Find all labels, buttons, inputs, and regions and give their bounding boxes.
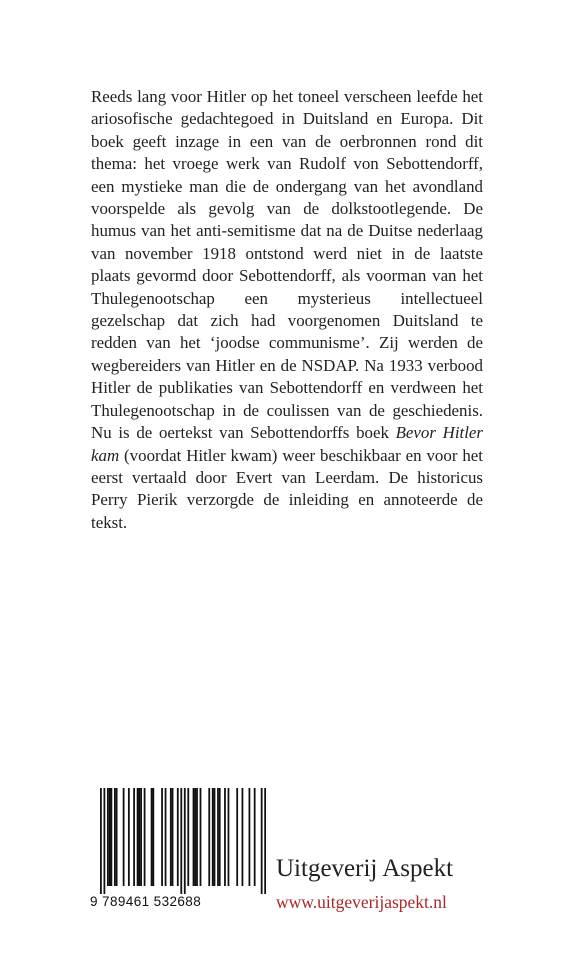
barcode-guard-bar [264, 788, 266, 894]
barcode-bar [172, 788, 174, 886]
barcode-bar [114, 788, 116, 886]
barcode-bar [165, 788, 167, 886]
barcode-bar [116, 788, 118, 886]
barcode-bar [144, 788, 146, 886]
barcode-bar [254, 788, 256, 886]
barcode-bar [151, 788, 153, 886]
barcode-bar [109, 788, 111, 886]
barcode-bar [217, 788, 219, 886]
barcode-bar [208, 788, 210, 886]
barcode-bar [128, 788, 130, 886]
barcode-bar [236, 788, 238, 886]
barcode-bar [224, 788, 226, 886]
back-cover-blurb [91, 86, 483, 534]
barcode-bar [200, 788, 202, 886]
barcode-guard-bar [103, 788, 105, 894]
barcode-bar [196, 788, 198, 886]
barcode-guard-bar [180, 788, 182, 894]
publisher-website: www.uitgeverijaspekt.nl [276, 892, 447, 912]
blurb-text-part1: Reeds lang voor Hitler op het toneel verscheen leefde het ariosofische gedachtegoed in Duitsland en Europa. Dit boek geeft inzage in een van de oerbronnen rond dit thema: het vroege werk van Rudolf von Sebottendorff, een mystieke man die de ondergang van het avondland voorspelde als gevolg van de dolkstootlegende. De humus van het anti-semitisme dat na de Duitse nederlaag van november 1918 ontstond werd niet in de laatste plaats gevormd door Sebottendorff, als voorman van het Thulegenootschap een mysterieus intellectueel gezelschap dat zich had voorgenomen Duitsland te redden van het ‘joodse communisme’. Zij werden de wegbereiders van Hitler en de NSDAP. Na 1933 verbood Hitler de publikaties van Sebottendorff en verdween het Thulegenootschap in de coulissen van de geschiedenis. Nu is de oertekst van Sebottendorffs boek [91, 87, 483, 443]
barcode-bar [187, 788, 189, 886]
barcode-bar [123, 788, 125, 886]
barcode-bar [177, 788, 179, 886]
barcode-bar [242, 788, 244, 886]
barcode-bar [110, 788, 112, 886]
barcode-bar [133, 788, 135, 886]
barcode-bar [249, 788, 251, 886]
barcode-bar [194, 788, 196, 886]
barcode-guard-bar [261, 788, 263, 894]
barcode-bar [170, 788, 172, 886]
barcode-bar [138, 788, 140, 886]
isbn-barcode [90, 788, 268, 908]
barcode-bar [107, 788, 109, 886]
barcode-bar [137, 788, 139, 886]
barcode-guard-bar [100, 788, 102, 894]
barcode-guard-bar [184, 788, 186, 894]
barcode-bar [219, 788, 221, 886]
barcode-bar [212, 788, 214, 886]
barcode-bar [214, 788, 216, 886]
blurb-text-part2: (voordat Hitler kwam) weer beschikbaar en voor het eerst vertaald door Evert van Leerdam. De historicus Perry Pierik verzorgde de inleiding en annoteerde de tekst. [91, 445, 483, 532]
barcode-bars [100, 788, 266, 894]
barcode-bar [161, 788, 163, 886]
isbn-number: 9 789461 532688 [90, 894, 202, 909]
book-title-italic: Bevor Hitler kam [91, 423, 483, 465]
barcode-bar [193, 788, 195, 886]
barcode-bar [140, 788, 142, 886]
barcode-bar [228, 788, 230, 886]
publisher-name: Uitgeverij Aspekt [276, 855, 454, 882]
barcode-bar [152, 788, 154, 886]
